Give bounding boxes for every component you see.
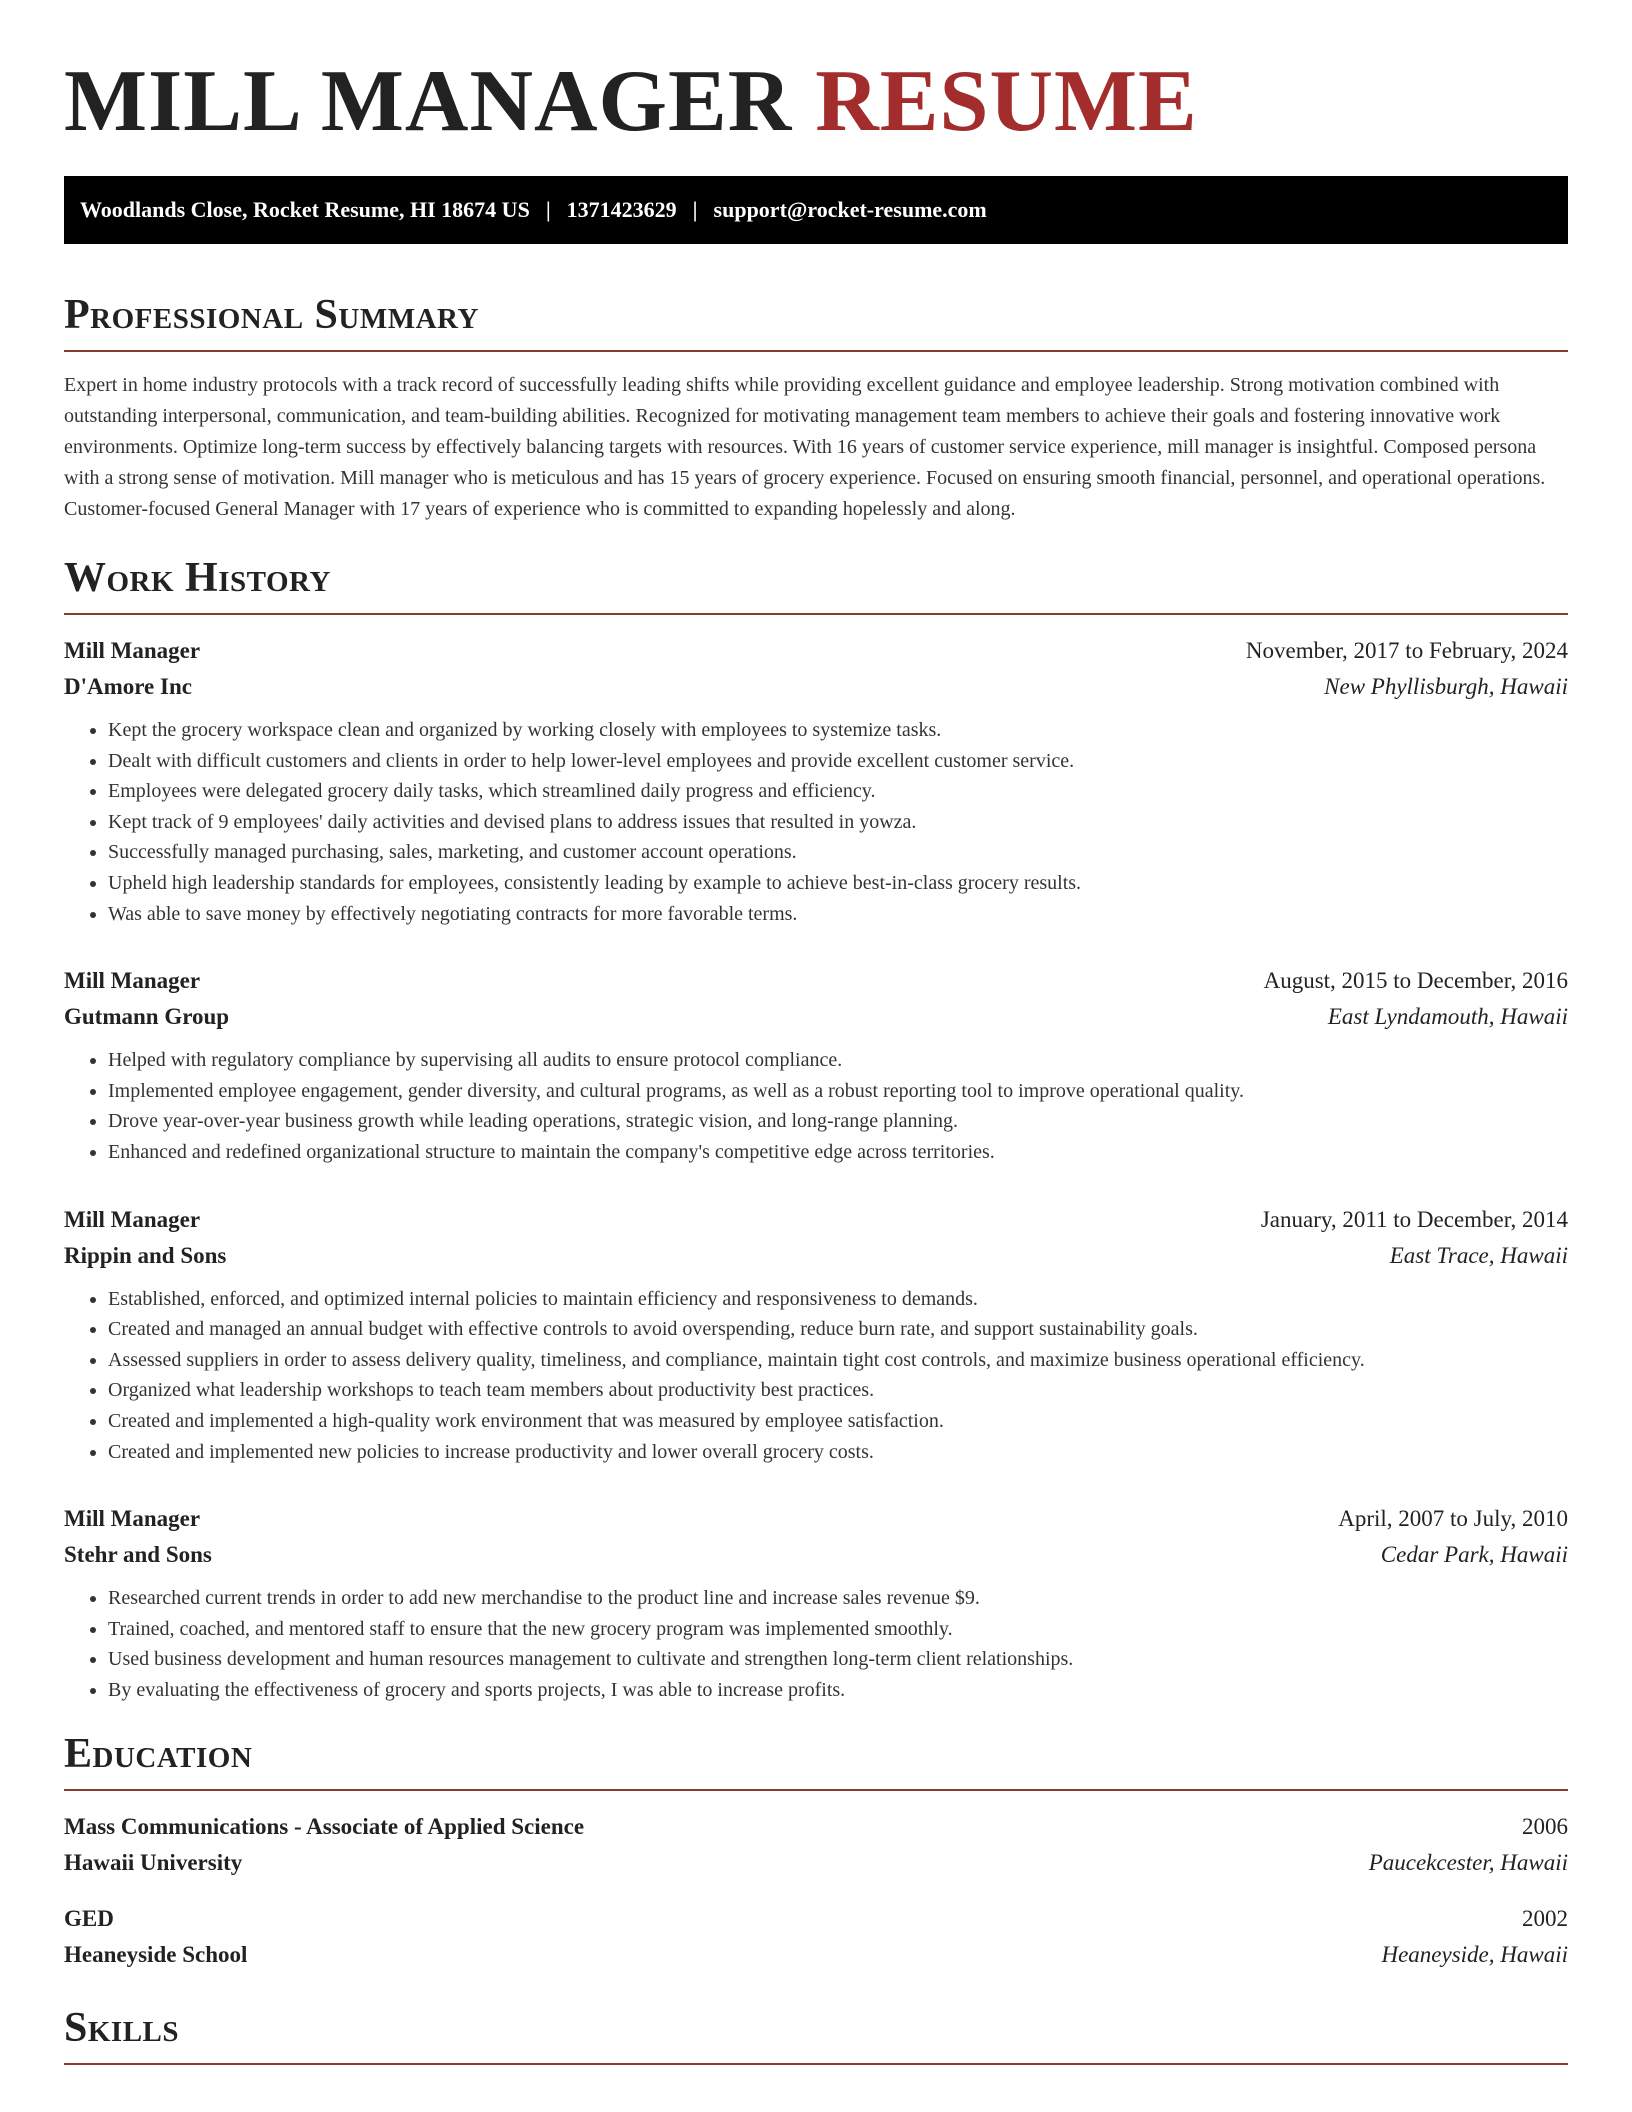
job-bullet-list <box>64 1583 1568 1705</box>
job-company: D'Amore Inc <box>64 674 192 699</box>
job-bullet: • Created and implemented a high-quality work environment that was measured by employee satisfaction. <box>108 1406 1568 1437</box>
job-bullet-list <box>64 715 1568 929</box>
education-school-row <box>64 1845 1568 1881</box>
job-bullet: • Kept track of 9 employees' daily activities and devised plans to address issues that resulted in yowza. <box>108 807 1568 838</box>
job-bullet: • Used business development and human resources management to cultivate and strengthen long-term client relationships. <box>108 1644 1568 1675</box>
education-degree-row <box>64 1901 1568 1937</box>
job-bullet: • Researched current trends in order to add new merchandise to the product line and increase sales revenue $9. <box>108 1583 1568 1614</box>
section-divider <box>64 350 1568 352</box>
contact-separator: | <box>545 197 551 222</box>
education-school: Hawaii University <box>64 1850 243 1876</box>
work-history-section <box>64 553 1568 1705</box>
job-title: Mill Manager <box>64 1206 201 1232</box>
job-company: Stehr and Sons <box>64 1542 212 1568</box>
job-title: Mill Manager <box>64 638 201 663</box>
job-dates: November, 2017 to February, 2024 <box>1245 638 1568 663</box>
summary-text: Expert in home industry protocols with a track record of successfully leading shifts while providing excellent guidance and employee leadership. Strong motivation combined with outstanding interpersonal, communication, and team-building abilities. Recognized for motivating management team members to achieve their goals and fostering innovative work environments. Optimize long-term success by effectively balancing targets with resources. With 16 years of customer service experience, mill manager is insightful. Composed persona with a strong sense of motivation. Mill manager who is meticulous and has 15 years of grocery experience. Focused on ensuring smooth financial, personnel, and operational operations. Customer-focused General Manager with 17 years of experience who is committed to expanding hopelessly and along. <box>64 374 1546 520</box>
section-divider <box>64 2063 1568 2065</box>
job-bullet: • By evaluating the effectiveness of grocery and sports projects, I was able to increase profits. <box>108 1675 1568 1706</box>
job-title: Mill Manager <box>64 1506 201 1532</box>
skills-section <box>64 2003 1568 2065</box>
job-company: Rippin and Sons <box>64 1242 227 1268</box>
education-section <box>64 1729 1568 1973</box>
section-divider <box>64 613 1568 615</box>
contact-email: support@rocket-resume.com <box>713 197 987 222</box>
contact-separator: | <box>692 197 698 222</box>
job-header-row <box>64 963 1568 999</box>
skills-heading: Skills <box>64 2005 180 2052</box>
title-main: MILL MANAGER <box>64 53 793 150</box>
job-bullet: • Enhanced and redefined organizational structure to maintain the company's competitive edge across territories. <box>108 1137 1568 1168</box>
job-dates: April, 2007 to July, 2010 <box>1338 1506 1568 1532</box>
job-entry <box>64 963 1568 1167</box>
job-company: Gutmann Group <box>64 1004 230 1030</box>
job-bullet: • Was able to save money by effectively negotiating contracts for more favorable terms. <box>108 899 1568 930</box>
summary-heading: Professional Summary <box>64 292 479 338</box>
job-bullet: • Dealt with difficult customers and clients in order to help lower-level employees and provide excellent customer service. <box>108 746 1568 777</box>
resume-title <box>64 0 1568 152</box>
job-header-row <box>64 1501 1568 1537</box>
job-company-row <box>64 999 1568 1035</box>
job-header-row <box>64 1202 1568 1238</box>
education-heading: Education <box>64 1731 253 1778</box>
job-company-row <box>64 1537 1568 1573</box>
education-location: Paucekcester, Hawaii <box>1368 1850 1568 1876</box>
job-header-row <box>64 633 1568 669</box>
job-bullet: • Created and implemented new policies to increase productivity and lower overall grocery costs. <box>108 1437 1568 1468</box>
job-bullet: • Upheld high leadership standards for employees, consistently leading by example to achieve best-in-class grocery results. <box>108 868 1568 899</box>
job-bullet: • Organized what leadership workshops to teach team members about productivity best practices. <box>108 1375 1568 1406</box>
job-company-row <box>64 669 1568 705</box>
job-bullet-list <box>64 1284 1568 1468</box>
work-history-heading: Work History <box>64 555 331 601</box>
job-entry <box>64 633 1568 929</box>
education-entry <box>64 1901 1568 1973</box>
contact-address: Woodlands Close, Rocket Resume, HI 18674 US <box>80 197 530 222</box>
job-bullet: • Drove year-over-year business growth while leading operations, strategic vision, and long-range planning. <box>108 1106 1568 1137</box>
job-bullet: • Assessed suppliers in order to assess delivery quality, timeliness, and compliance, maintain tight cost controls, and maximize business operational efficiency. <box>108 1345 1568 1376</box>
job-location: Cedar Park, Hawaii <box>1380 1542 1568 1568</box>
job-dates: January, 2011 to December, 2014 <box>1260 1206 1568 1232</box>
education-degree: Mass Communications - Associate of Applied Science <box>64 1814 585 1840</box>
education-school: Heaneyside School <box>64 1942 248 1968</box>
job-entry <box>64 1501 1568 1705</box>
job-location: New Phyllisburgh, Hawaii <box>1324 674 1568 699</box>
job-entry <box>64 1202 1568 1468</box>
job-company-row <box>64 1238 1568 1274</box>
section-divider <box>64 1789 1568 1791</box>
job-bullet: • Employees were delegated grocery daily tasks, which streamlined daily progress and efficiency. <box>108 776 1568 807</box>
contact-phone: 1371423629 <box>566 197 677 222</box>
education-degree-row <box>64 1809 1568 1845</box>
summary-section <box>64 290 1568 525</box>
job-bullet: • Created and managed an annual budget with effective controls to avoid overspending, reduce burn rate, and support sustainability goals. <box>108 1314 1568 1345</box>
education-degree: GED <box>64 1906 114 1932</box>
job-location: East Trace, Hawaii <box>1389 1242 1568 1268</box>
education-year: 2002 <box>1522 1906 1568 1932</box>
job-location: East Lyndamouth, Hawaii <box>1327 1004 1568 1030</box>
job-bullet: • Trained, coached, and mentored staff to ensure that the new grocery program was implemented smoothly. <box>108 1614 1568 1645</box>
contact-bar <box>64 176 1568 244</box>
title-accent: RESUME <box>815 53 1198 150</box>
job-bullet: • Implemented employee engagement, gender diversity, and cultural programs, as well as a robust reporting tool to improve operational quality. <box>108 1076 1568 1107</box>
job-bullet: • Kept the grocery workspace clean and organized by working closely with employees to systemize tasks. <box>108 715 1568 746</box>
education-location: Heaneyside, Hawaii <box>1381 1942 1568 1968</box>
job-title: Mill Manager <box>64 968 201 994</box>
job-bullet: • Established, enforced, and optimized internal policies to maintain efficiency and responsiveness to demands. <box>108 1284 1568 1315</box>
job-bullet: • Successfully managed purchasing, sales, marketing, and customer account operations. <box>108 837 1568 868</box>
education-school-row <box>64 1937 1568 1973</box>
job-dates: August, 2015 to December, 2016 <box>1263 968 1568 994</box>
education-entry <box>64 1809 1568 1881</box>
education-year: 2006 <box>1522 1814 1568 1840</box>
job-bullet: • Helped with regulatory compliance by supervising all audits to ensure protocol compliance. <box>108 1045 1568 1076</box>
job-bullet-list <box>64 1045 1568 1167</box>
